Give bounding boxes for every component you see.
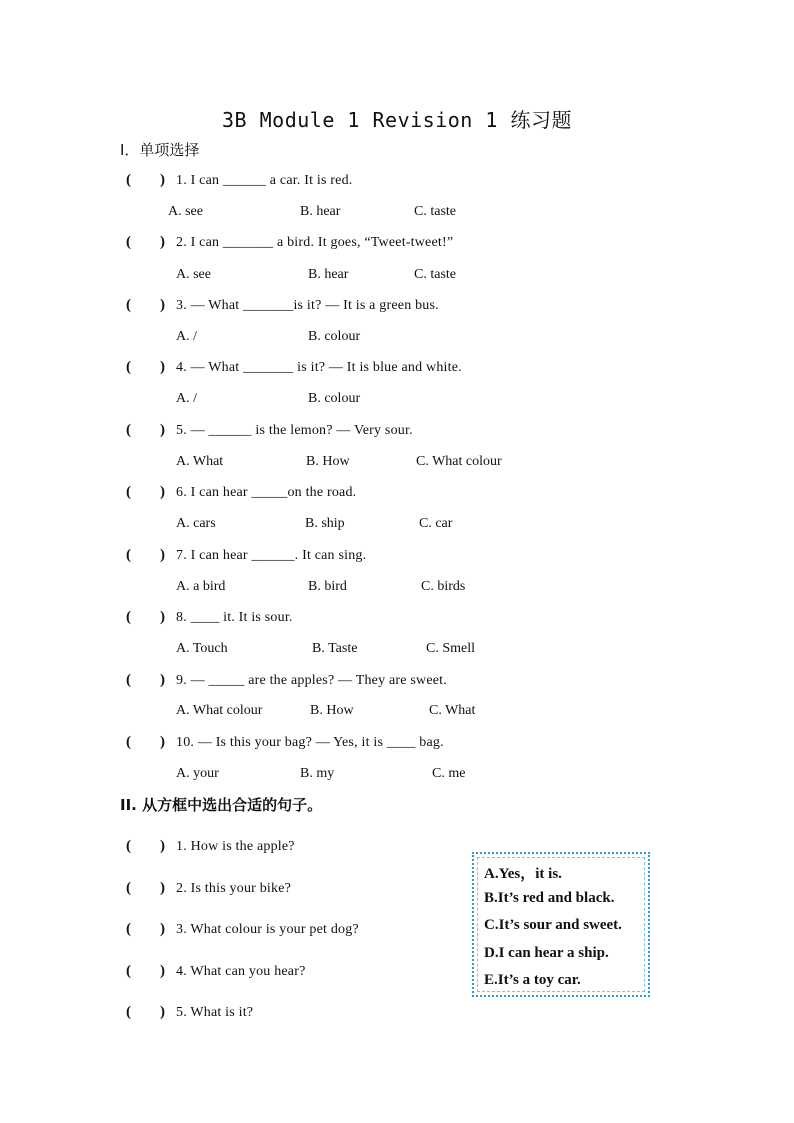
- answer-paren-close: ): [160, 1004, 165, 1020]
- answer-paren-close: ): [160, 734, 165, 750]
- options-row: [0, 702, 794, 724]
- question-text: 5. — ______ is the lemon? — Very sour.: [176, 423, 413, 438]
- question-text: 2. I can _______ a bird. It goes, “Tweet-tweet!”: [176, 235, 454, 250]
- answer-paren-close: ): [160, 921, 165, 937]
- option-b: B. How: [310, 703, 354, 718]
- answer-choice-b: B.It’s red and black.: [484, 890, 615, 906]
- question-text: 1. I can ______ a car. It is red.: [176, 173, 353, 188]
- option-a: A. /: [176, 329, 197, 344]
- answer-paren-open[interactable]: (: [126, 609, 131, 625]
- options-row: [0, 640, 794, 662]
- answer-paren-open[interactable]: (: [126, 880, 131, 896]
- question-row: [0, 921, 794, 943]
- option-c: C. taste: [414, 267, 456, 282]
- option-c: C. What colour: [416, 454, 502, 469]
- option-c: C. me: [432, 766, 466, 781]
- question-text: 4. — What _______ is it? — It is blue and white.: [176, 360, 462, 375]
- option-a: A. cars: [176, 516, 216, 531]
- answer-choice-c: C.It’s sour and sweet.: [484, 917, 622, 933]
- question-row: [0, 609, 794, 631]
- question-row: [0, 672, 794, 694]
- answer-paren-close: ): [160, 672, 165, 688]
- question-row: [0, 963, 794, 985]
- option-c: C. Smell: [426, 641, 476, 656]
- answer-paren-close: ): [160, 422, 165, 438]
- options-row: [0, 515, 794, 537]
- question-text: 5. What is it?: [176, 1005, 254, 1020]
- option-b: B. hear: [308, 267, 349, 282]
- options-row: [0, 453, 794, 475]
- question-row: [0, 734, 794, 756]
- answer-paren-close: ): [160, 484, 165, 500]
- option-a: A. a bird: [176, 579, 226, 594]
- question-row: [0, 297, 794, 319]
- option-a: A. your: [176, 766, 219, 781]
- question-text: 9. — _____ are the apples? — They are sweet.: [176, 673, 447, 688]
- answer-paren-open[interactable]: (: [126, 672, 131, 688]
- question-text: 1. How is the apple?: [176, 839, 295, 854]
- answer-paren-open[interactable]: (: [126, 359, 131, 375]
- options-row: [0, 765, 794, 787]
- question-text: 2. Is this your bike?: [176, 881, 292, 896]
- option-b: B. How: [306, 454, 350, 469]
- question-row: [0, 838, 794, 860]
- answer-paren-close: ): [160, 880, 165, 896]
- options-row: [0, 203, 794, 225]
- option-a: A. Touch: [176, 641, 228, 656]
- question-text: 3. What colour is your pet dog?: [176, 922, 359, 937]
- question-text: 10. — Is this your bag? — Yes, it is ____ bag.: [176, 735, 444, 750]
- option-a: A. /: [176, 391, 197, 406]
- option-a: A. What colour: [176, 703, 263, 718]
- options-row: [0, 390, 794, 412]
- answer-paren-open[interactable]: (: [126, 234, 131, 250]
- question-text: 4. What can you hear?: [176, 964, 306, 979]
- option-b: B. colour: [308, 391, 361, 406]
- option-a: A. see: [176, 267, 211, 282]
- answer-paren-close: ): [160, 172, 165, 188]
- options-row: [0, 328, 794, 350]
- answer-paren-open[interactable]: (: [126, 963, 131, 979]
- question-text: 6. I can hear _____on the road.: [176, 485, 357, 500]
- answer-choice-e: E.It’s a toy car.: [484, 972, 581, 988]
- answer-choice-d: D.I can hear a ship.: [484, 945, 609, 961]
- option-b: B. bird: [308, 579, 347, 594]
- question-row: [0, 172, 794, 194]
- options-row: [0, 578, 794, 600]
- question-row: [0, 422, 794, 444]
- option-b: B. ship: [305, 516, 345, 531]
- question-row: [0, 547, 794, 569]
- answer-choices-box: [472, 852, 650, 997]
- section-1-heading: I．单项选择: [120, 141, 200, 159]
- answer-paren-open[interactable]: (: [126, 484, 131, 500]
- answer-paren-close: ): [160, 963, 165, 979]
- section-2-heading: II. 从方框中选出合适的句子。: [120, 796, 323, 814]
- question-text: 3. — What _______is it? — It is a green bus.: [176, 298, 439, 313]
- option-c: C. taste: [414, 204, 456, 219]
- answer-paren-close: ): [160, 547, 165, 563]
- option-a: A. see: [168, 204, 203, 219]
- answer-paren-open[interactable]: (: [126, 921, 131, 937]
- question-row: [0, 234, 794, 256]
- option-c: C. What: [429, 703, 476, 718]
- question-row: [0, 484, 794, 506]
- question-text: 8. ____ it. It is sour.: [176, 610, 293, 625]
- answer-paren-close: ): [160, 297, 165, 313]
- question-row: [0, 1004, 794, 1026]
- answer-paren-close: ): [160, 359, 165, 375]
- answer-paren-open[interactable]: (: [126, 547, 131, 563]
- page-title: 3B Module 1 Revision 1 练习题: [222, 108, 572, 132]
- question-row: [0, 880, 794, 902]
- answer-paren-open[interactable]: (: [126, 297, 131, 313]
- answer-paren-open[interactable]: (: [126, 422, 131, 438]
- answer-choice-a: A.Yes，it is.: [484, 866, 562, 882]
- answer-paren-close: ): [160, 609, 165, 625]
- option-b: B. my: [300, 766, 335, 781]
- answer-paren-open[interactable]: (: [126, 734, 131, 750]
- option-b: B. hear: [300, 204, 341, 219]
- option-b: B. colour: [308, 329, 361, 344]
- answer-paren-open[interactable]: (: [126, 838, 131, 854]
- option-b: B. Taste: [312, 641, 358, 656]
- answer-paren-open[interactable]: (: [126, 172, 131, 188]
- answer-paren-close: ): [160, 234, 165, 250]
- answer-paren-close: ): [160, 838, 165, 854]
- answer-paren-open[interactable]: (: [126, 1004, 131, 1020]
- question-text: 7. I can hear ______. It can sing.: [176, 548, 367, 563]
- options-row: [0, 266, 794, 288]
- option-a: A. What: [176, 454, 224, 469]
- option-c: C. birds: [421, 579, 466, 594]
- question-row: [0, 359, 794, 381]
- option-c: C. car: [419, 516, 453, 531]
